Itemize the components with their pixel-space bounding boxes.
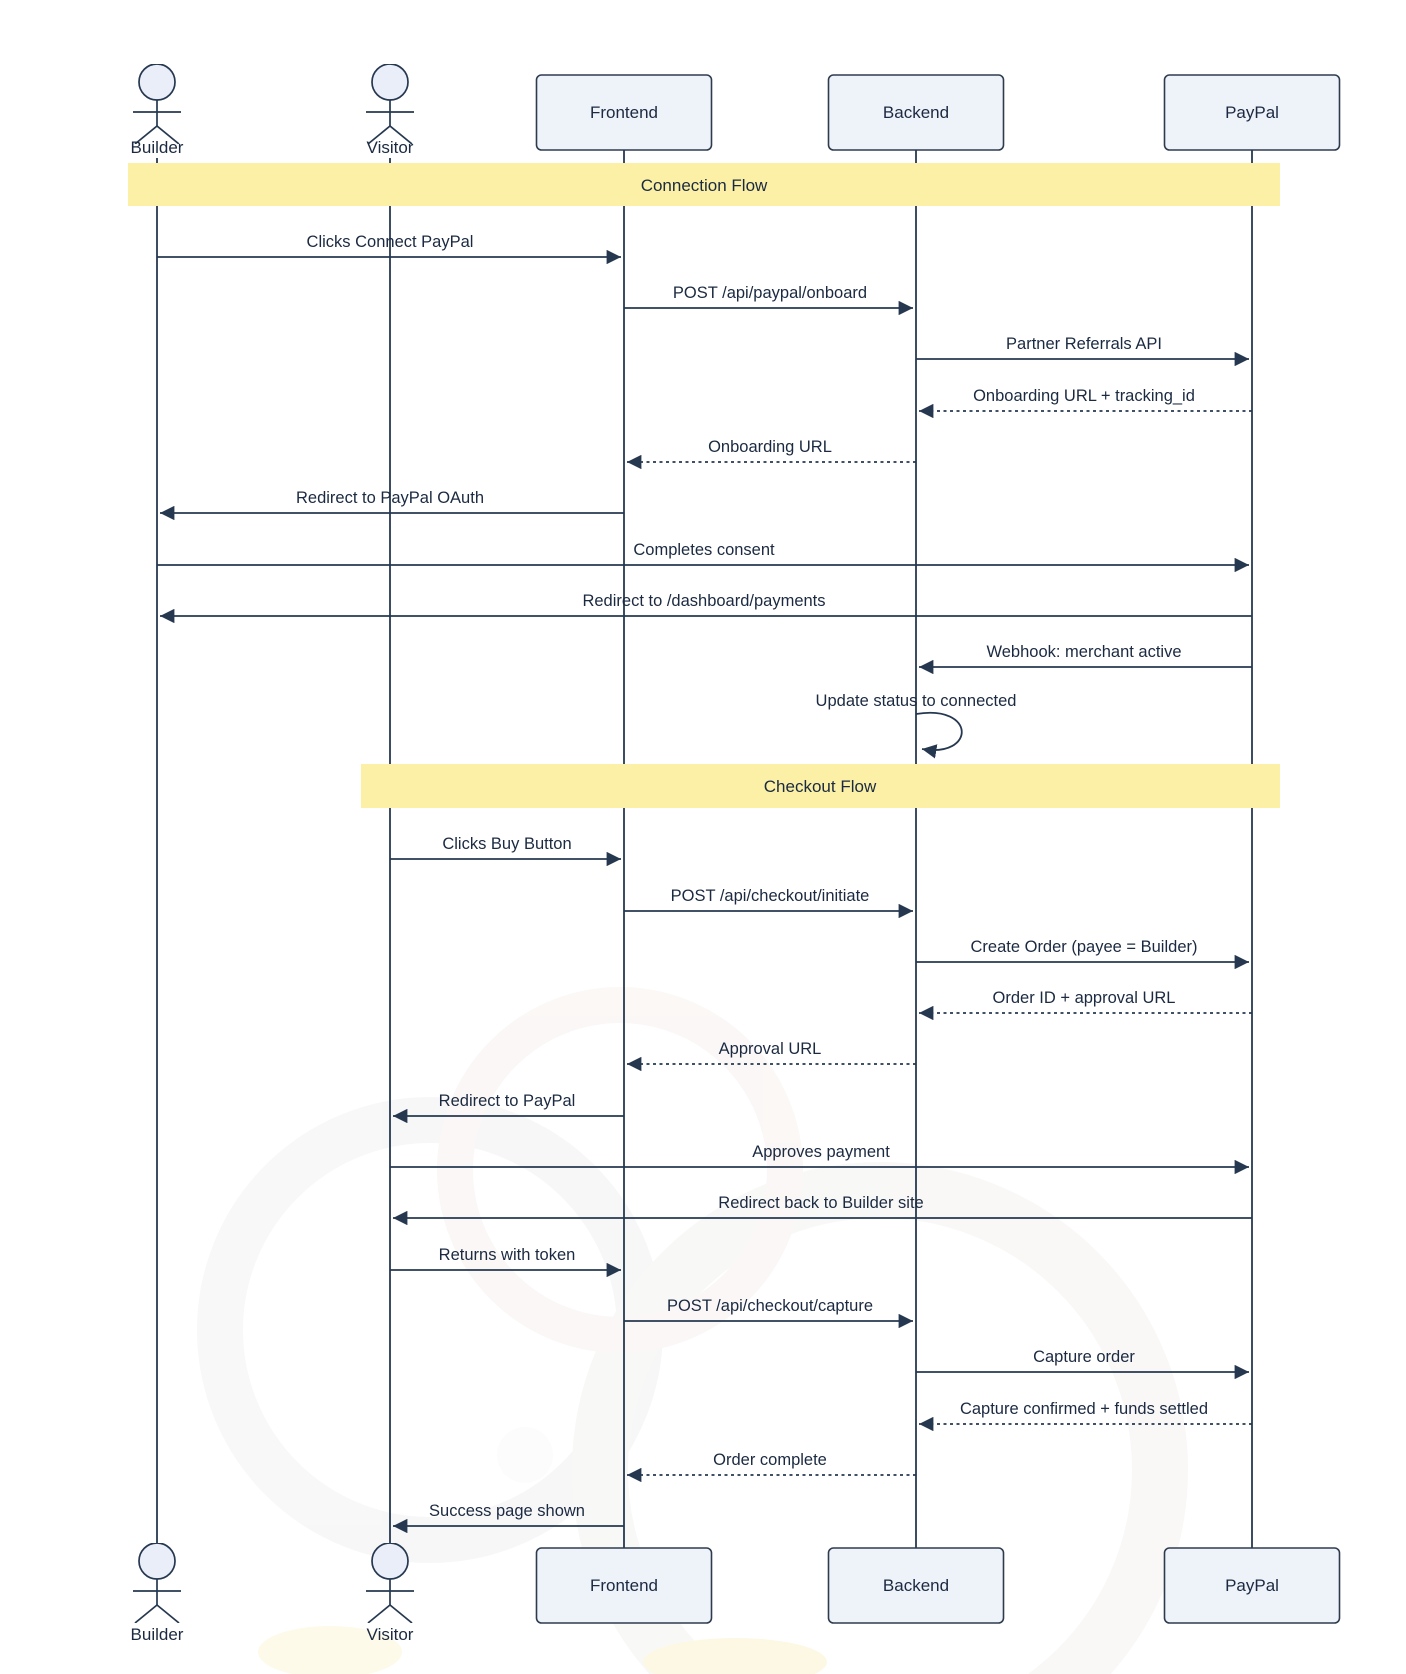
message-label: Order ID + approval URL bbox=[992, 989, 1176, 1007]
watermark-dot bbox=[497, 1427, 553, 1483]
message-label: POST /api/checkout/initiate bbox=[670, 887, 870, 905]
section-label: Connection Flow bbox=[640, 176, 768, 195]
message-label: Partner Referrals API bbox=[1006, 335, 1162, 353]
section-checkout-flow bbox=[361, 764, 1280, 808]
participant-label: Frontend bbox=[589, 1576, 659, 1595]
participant-label: PayPal bbox=[1225, 1576, 1279, 1595]
message-label: Approves payment bbox=[752, 1143, 890, 1161]
actor-label: Visitor bbox=[366, 1625, 414, 1644]
actor-label: Builder bbox=[130, 1625, 184, 1644]
message-label: Redirect to PayPal OAuth bbox=[295, 489, 485, 507]
message-label: Redirect to PayPal bbox=[438, 1092, 576, 1110]
participant-box-paypal-top bbox=[1165, 75, 1340, 150]
message-label: POST /api/paypal/onboard bbox=[672, 284, 868, 302]
message-label: Clicks Buy Button bbox=[442, 835, 572, 853]
message-label: Returns with token bbox=[438, 1246, 576, 1264]
message-label: Capture order bbox=[1033, 1348, 1135, 1366]
message-label: Onboarding URL + tracking_id bbox=[973, 387, 1195, 405]
message-label: Webhook: merchant active bbox=[986, 643, 1182, 661]
message-label: Clicks Connect PayPal bbox=[306, 233, 474, 251]
participant-box-paypal-bottom bbox=[1165, 1548, 1340, 1623]
participant-label: Frontend bbox=[589, 103, 659, 122]
participant-box-backend-top bbox=[829, 75, 1004, 150]
message-label: Redirect back to Builder site bbox=[718, 1194, 924, 1212]
message-label: Update status to connected bbox=[815, 692, 1017, 710]
section-label: Checkout Flow bbox=[763, 777, 877, 796]
message-label: Create Order (payee = Builder) bbox=[970, 938, 1198, 956]
participant-label: Backend bbox=[882, 103, 950, 122]
message-label: Onboarding URL bbox=[708, 438, 832, 456]
message-label: POST /api/checkout/capture bbox=[666, 1297, 874, 1315]
participant-box-frontend-bottom bbox=[537, 1548, 712, 1623]
message-label: Success page shown bbox=[429, 1502, 585, 1520]
message-label: Redirect to /dashboard/payments bbox=[582, 592, 826, 610]
actor-label: Visitor bbox=[366, 138, 414, 157]
message-label: Capture confirmed + funds settled bbox=[959, 1400, 1209, 1418]
participant-box-frontend-top bbox=[537, 75, 712, 150]
message-label: Order complete bbox=[713, 1451, 827, 1469]
participant-box-backend-bottom bbox=[829, 1548, 1004, 1623]
message-label: Approval URL bbox=[718, 1040, 822, 1058]
participant-label: Backend bbox=[882, 1576, 950, 1595]
participant-label: PayPal bbox=[1225, 103, 1279, 122]
section-connection-flow bbox=[128, 163, 1280, 206]
actor-label: Builder bbox=[130, 138, 184, 157]
message-label: Completes consent bbox=[633, 541, 775, 559]
